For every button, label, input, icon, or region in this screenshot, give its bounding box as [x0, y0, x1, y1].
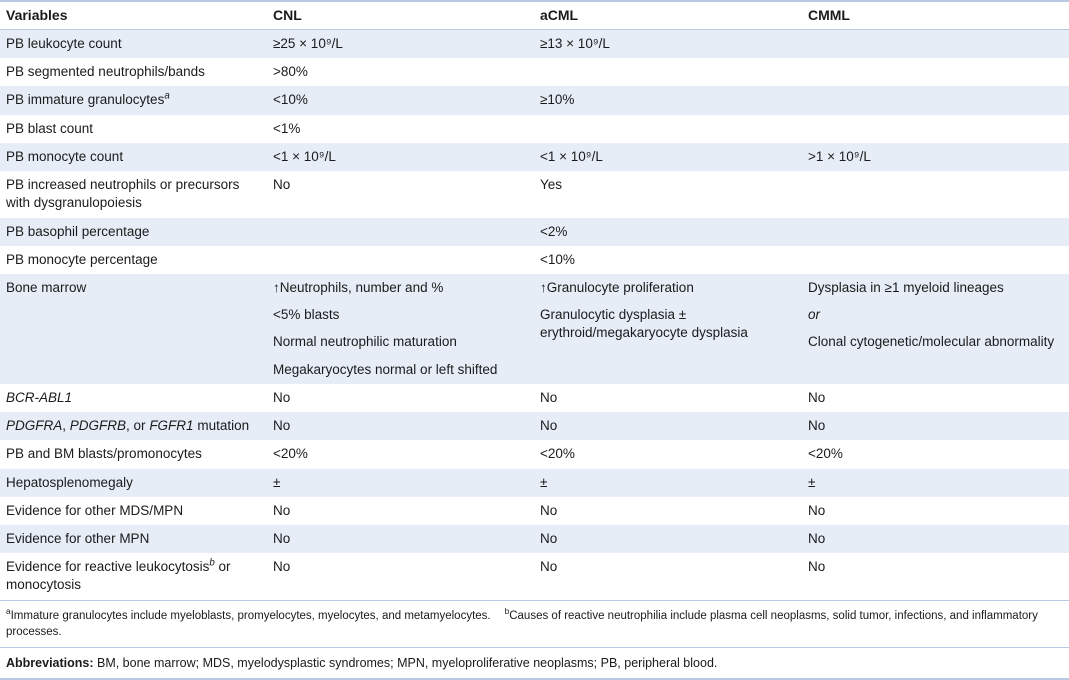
row-variable-cell: [0, 384, 267, 412]
row-cmml-cell: [802, 525, 1069, 553]
row-cnl-cell: [267, 469, 534, 497]
footnote-marker: a: [164, 90, 170, 102]
cell-line: No: [273, 559, 291, 575]
cell-line: <1 × 10⁹/L: [540, 148, 603, 164]
table-row: [0, 469, 1069, 497]
table-row: [0, 525, 1069, 553]
row-cnl-cell: [267, 143, 534, 171]
cell-line: <10%: [540, 251, 575, 267]
row-cnl-cell: [267, 440, 534, 468]
row-cnl-cell: [267, 58, 534, 86]
row-variable-label: PB leukocyte count: [6, 36, 122, 51]
cell-line: ≥13 × 10⁹/L: [540, 36, 610, 51]
row-acml-cell: [534, 218, 802, 246]
row-acml-cell: [534, 469, 802, 497]
row-cnl-cell: [267, 171, 534, 217]
table-row: [0, 86, 1069, 114]
row-variable-cell: [0, 274, 267, 384]
table-row: [0, 274, 1069, 384]
table-row: [0, 246, 1069, 274]
cell-line: No: [540, 530, 558, 546]
row-variable-label: Evidence for reactive leukocytosis: [6, 559, 210, 575]
cell-line: Clonal cytogenetic/molecular abnormality: [808, 334, 1055, 350]
row-acml-cell: [534, 553, 802, 599]
row-acml-cell: [534, 143, 802, 171]
row-acml-cell: [534, 86, 802, 114]
row-cmml-cell: [802, 58, 1069, 86]
row-cnl-cell: [267, 30, 534, 59]
row-cmml-cell: [802, 86, 1069, 114]
cell-line: No: [273, 389, 291, 405]
table-row: [0, 171, 1069, 217]
column-header-variables: Variables: [0, 1, 267, 30]
row-cmml-cell: [802, 440, 1069, 468]
cell-line: >1 × 10⁹/L: [808, 148, 871, 164]
table-header-row: [0, 1, 1069, 30]
cell-line: ±: [808, 474, 816, 490]
row-acml-cell: [534, 171, 802, 217]
row-variable-label: Bone marrow: [6, 279, 87, 295]
row-acml-cell: [534, 525, 802, 553]
table-row: [0, 440, 1069, 468]
table-row: [0, 497, 1069, 525]
row-cnl-cell: [267, 384, 534, 412]
row-acml-cell: [534, 58, 802, 86]
row-variable-label: PB monocyte count: [6, 148, 124, 164]
footnote-b-marker: b: [504, 606, 510, 616]
row-cmml-cell: [802, 246, 1069, 274]
row-variable-cell: Evidence for reactive leukocytosis$^b$ or monocytosis: [0, 553, 267, 599]
row-variable-cell: [0, 171, 267, 217]
cell-line: No: [540, 502, 558, 518]
row-acml-cell: [534, 412, 802, 440]
cell-line: Dysplasia in ≥1 myeloid lineages: [808, 279, 1004, 295]
row-cnl-cell: [267, 274, 534, 384]
row-cmml-cell: [802, 497, 1069, 525]
row-cmml-cell: [802, 30, 1069, 59]
row-acml-cell: [534, 384, 802, 412]
row-variable-cell: [0, 497, 267, 525]
row-variable-label: PB segmented neutrophils/bands: [6, 64, 205, 80]
cell-line: ↑Granulocyte proliferation: [540, 279, 694, 295]
table-row: [0, 58, 1069, 86]
abbreviations-text: BM, bone marrow; MDS, myelodysplastic syndromes; MPN, myeloproliferative neoplasms; PB, peripheral blood.: [93, 655, 718, 670]
cell-line: <20%: [273, 446, 308, 462]
cell-line: No: [540, 418, 558, 434]
table-row: [0, 384, 1069, 412]
cell-line: <20%: [540, 446, 575, 462]
cell-line: No: [808, 502, 826, 518]
cell-line: No: [273, 418, 291, 434]
cell-line: Normal neutrophilic maturation: [273, 334, 457, 350]
footnote-a-marker: a: [6, 606, 11, 616]
cell-line: No: [273, 530, 291, 546]
cell-line: No: [540, 559, 558, 575]
row-cmml-cell: [802, 143, 1069, 171]
cell-line: Yes: [540, 177, 563, 193]
row-acml-cell: [534, 440, 802, 468]
row-variable-cell: [0, 86, 267, 114]
row-variable-cell: [0, 440, 267, 468]
row-cmml-cell: [802, 274, 1069, 384]
row-variable-cell: [0, 525, 267, 553]
row-acml-cell: [534, 274, 802, 384]
cell-line: ≥25 × 10⁹/L: [273, 36, 343, 51]
row-acml-cell: [534, 115, 802, 143]
row-variable-cell: [0, 246, 267, 274]
row-variable-cell: [0, 412, 267, 440]
row-cmml-cell: [802, 469, 1069, 497]
row-variable-cell: [0, 58, 267, 86]
row-variable-label: PB blast count: [6, 120, 94, 136]
row-cnl-cell: [267, 86, 534, 114]
row-acml-cell: [534, 30, 802, 59]
row-variable-cell: [0, 143, 267, 171]
row-cmml-cell: [802, 384, 1069, 412]
footnote-a: [6, 606, 491, 622]
abbreviations-note: [0, 647, 1069, 680]
cell-line: or: [808, 307, 821, 323]
cell-line: >80%: [273, 64, 308, 80]
cell-line: ±: [540, 474, 548, 490]
row-variable-label: PB increased neutrophils or precursors with dysgranulopoiesis: [6, 177, 240, 211]
cell-line: No: [540, 389, 558, 405]
row-variable-label: BCR-ABL1: [6, 389, 73, 405]
footnote-marker: b: [209, 557, 215, 569]
cell-line: No: [808, 389, 826, 405]
table-row: [0, 30, 1069, 59]
column-header-cnl: CNL: [267, 1, 534, 30]
row-variable-label: PDGFRA, PDGFRB, or FGFR1 mutation: [6, 418, 250, 434]
cell-line: <20%: [808, 446, 843, 462]
row-variable-label: PB basophil percentage: [6, 223, 150, 239]
table-row: [0, 115, 1069, 143]
row-cnl-cell: [267, 525, 534, 553]
row-variable-cell: [0, 218, 267, 246]
row-acml-cell: [534, 246, 802, 274]
row-variable-label: Evidence for other MPN: [6, 530, 150, 546]
row-cmml-cell: [802, 115, 1069, 143]
cell-line: ≥10%: [540, 92, 575, 108]
row-cnl-cell: [267, 553, 534, 599]
cell-line: No: [808, 559, 826, 575]
table-header: [0, 1, 1069, 30]
row-cnl-cell: [267, 412, 534, 440]
table-row: [0, 412, 1069, 440]
cell-line: <5% blasts: [273, 307, 340, 323]
footnote-b-text: Causes of reactive neutrophilia include plasma cell neoplasms, solid tumor, infections, and inflammatory processes.: [6, 609, 1038, 639]
cell-line: ↑Neutrophils, number and %: [273, 279, 444, 295]
cell-line: <1%: [273, 120, 301, 136]
table-row: [0, 218, 1069, 246]
row-variable-cell: [0, 469, 267, 497]
row-cmml-cell: [802, 412, 1069, 440]
row-cnl-cell: [267, 497, 534, 525]
cell-line: No: [273, 177, 291, 193]
row-variable-label: Hepatosplenomegaly: [6, 474, 133, 490]
cell-line: <10%: [273, 92, 308, 108]
row-variable-cell: [0, 115, 267, 143]
cell-line: No: [808, 530, 826, 546]
table-row: [0, 553, 1069, 599]
row-cmml-cell: [802, 218, 1069, 246]
cell-line: No: [273, 502, 291, 518]
column-header-acml: aCML: [534, 1, 802, 30]
abbreviations-label: Abbreviations:: [6, 655, 94, 670]
table-row: [0, 143, 1069, 171]
row-variable-label: PB immature granulocytes: [6, 92, 165, 108]
row-variable-cell: [0, 30, 267, 59]
cell-line: <2%: [540, 223, 568, 239]
column-header-cmml: CMML: [802, 1, 1069, 30]
row-cnl-cell: [267, 218, 534, 246]
row-cnl-cell: [267, 246, 534, 274]
table-body: [0, 30, 1069, 600]
row-cnl-cell: [267, 115, 534, 143]
footnote-a-text: Immature granulocytes include myeloblasts, promyelocytes, myelocytes, and metamyelocytes.: [10, 609, 491, 622]
row-acml-cell: [534, 497, 802, 525]
row-cmml-cell: [802, 553, 1069, 599]
row-variable-label: PB and BM blasts/promonocytes: [6, 446, 202, 462]
cell-line: ±: [273, 474, 281, 490]
cell-line: <1 × 10⁹/L: [273, 148, 336, 164]
cell-line: Megakaryocytes normal or left shifted: [273, 361, 498, 377]
cell-line: No: [808, 418, 826, 434]
row-variable-label: PB monocyte percentage: [6, 251, 158, 267]
row-cmml-cell: [802, 171, 1069, 217]
footnotes: [0, 600, 1069, 647]
cell-line: Granulocytic dysplasia ± erythroid/megakaryocyte dysplasia: [540, 307, 748, 341]
row-variable-label: Evidence for other MDS/MPN: [6, 502, 184, 518]
